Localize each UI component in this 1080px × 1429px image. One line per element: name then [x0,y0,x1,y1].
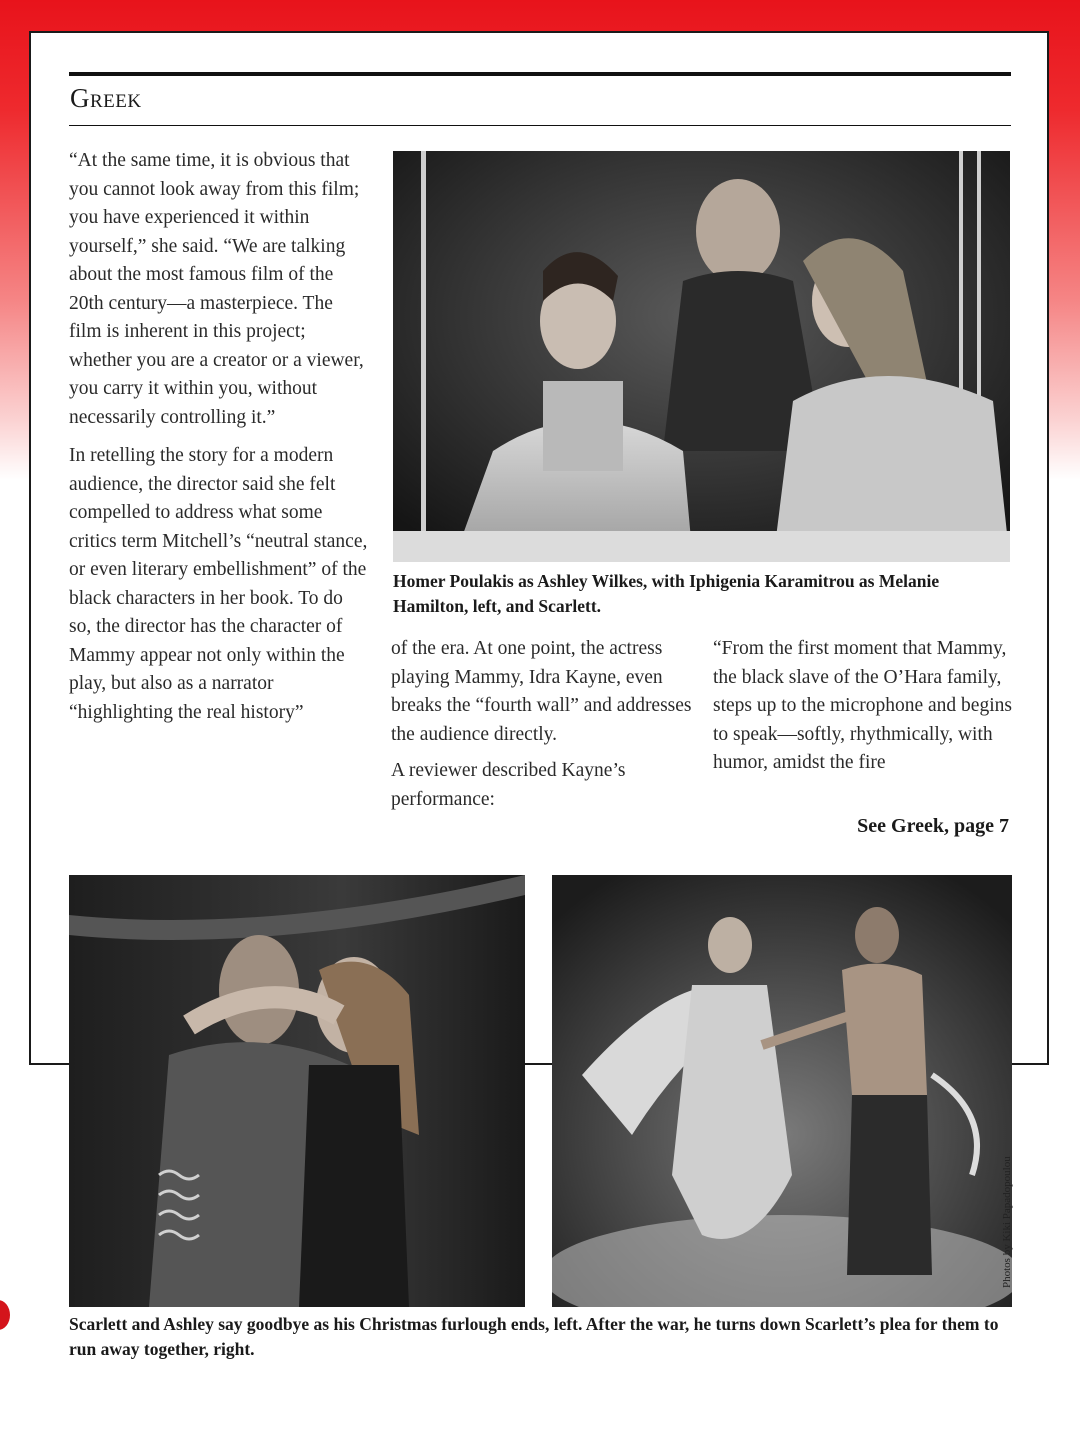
photo-swing-scene [393,151,1010,562]
header-rule-thick [69,72,1011,76]
article-paragraph: A reviewer described Kayne’s performance: [391,760,626,810]
header-rule-thin [69,125,1011,126]
article-paragraph: of the era. At one point, the actress playing Mammy, Idra Kayne, even breaks the “fourth wall” and addresses the audience directly. [391,638,692,745]
photo-goodbye-kiss [69,875,525,1307]
main-photo-caption: Homer Poulakis as Ashley Wilkes, with Iphigenia Karamitrou as Melanie Hamilton, left, and Scarlett. [393,571,940,616]
section-title: Greek [70,83,142,113]
continued-reference: See Greek, page 7 [857,815,1009,837]
article-column-1 [69,147,369,737]
article-paragraph: In retelling the story for a modern audience, the director said she felt compelled to address what some critics term Mitchell’s “neutral stance, or even literary embellishment” of the black characters in her book. To do so, the director has the character of Mammy appear not only within the play, but also as a narrator “highlighting the real history” [69,445,368,723]
page-corner-marker [0,1300,10,1330]
photo-run-away-scene [552,875,1012,1307]
article-column-2 [391,635,701,822]
photo-credit: Photos by Kiki Papadopoulou [1001,1156,1013,1288]
newsletter-page [29,31,1049,1359]
article-column-3 [713,635,1013,778]
article-paragraph: “From the first moment that Mammy, the black slave of the O’Hara family, steps up to the microphone and begins to speak—softly, rhythmically, with humor, amidst the fire [713,638,1012,773]
bottom-photos-caption: Scarlett and Ashley say goodbye as his Christmas furlough ends, left. After the war, he turns down Scarlett’s plea for them to run away together, right. [69,1314,999,1359]
article-paragraph: “At the same time, it is obvious that you cannot look away from this film; you have experienced it within yourself,” she said. “We are talking about the most famous film of the 20th century—a masterpiece. The film is inherent in this project; whether you are a creator or a viewer, you carry it within you, without necessarily controlling it.” [69,150,364,428]
